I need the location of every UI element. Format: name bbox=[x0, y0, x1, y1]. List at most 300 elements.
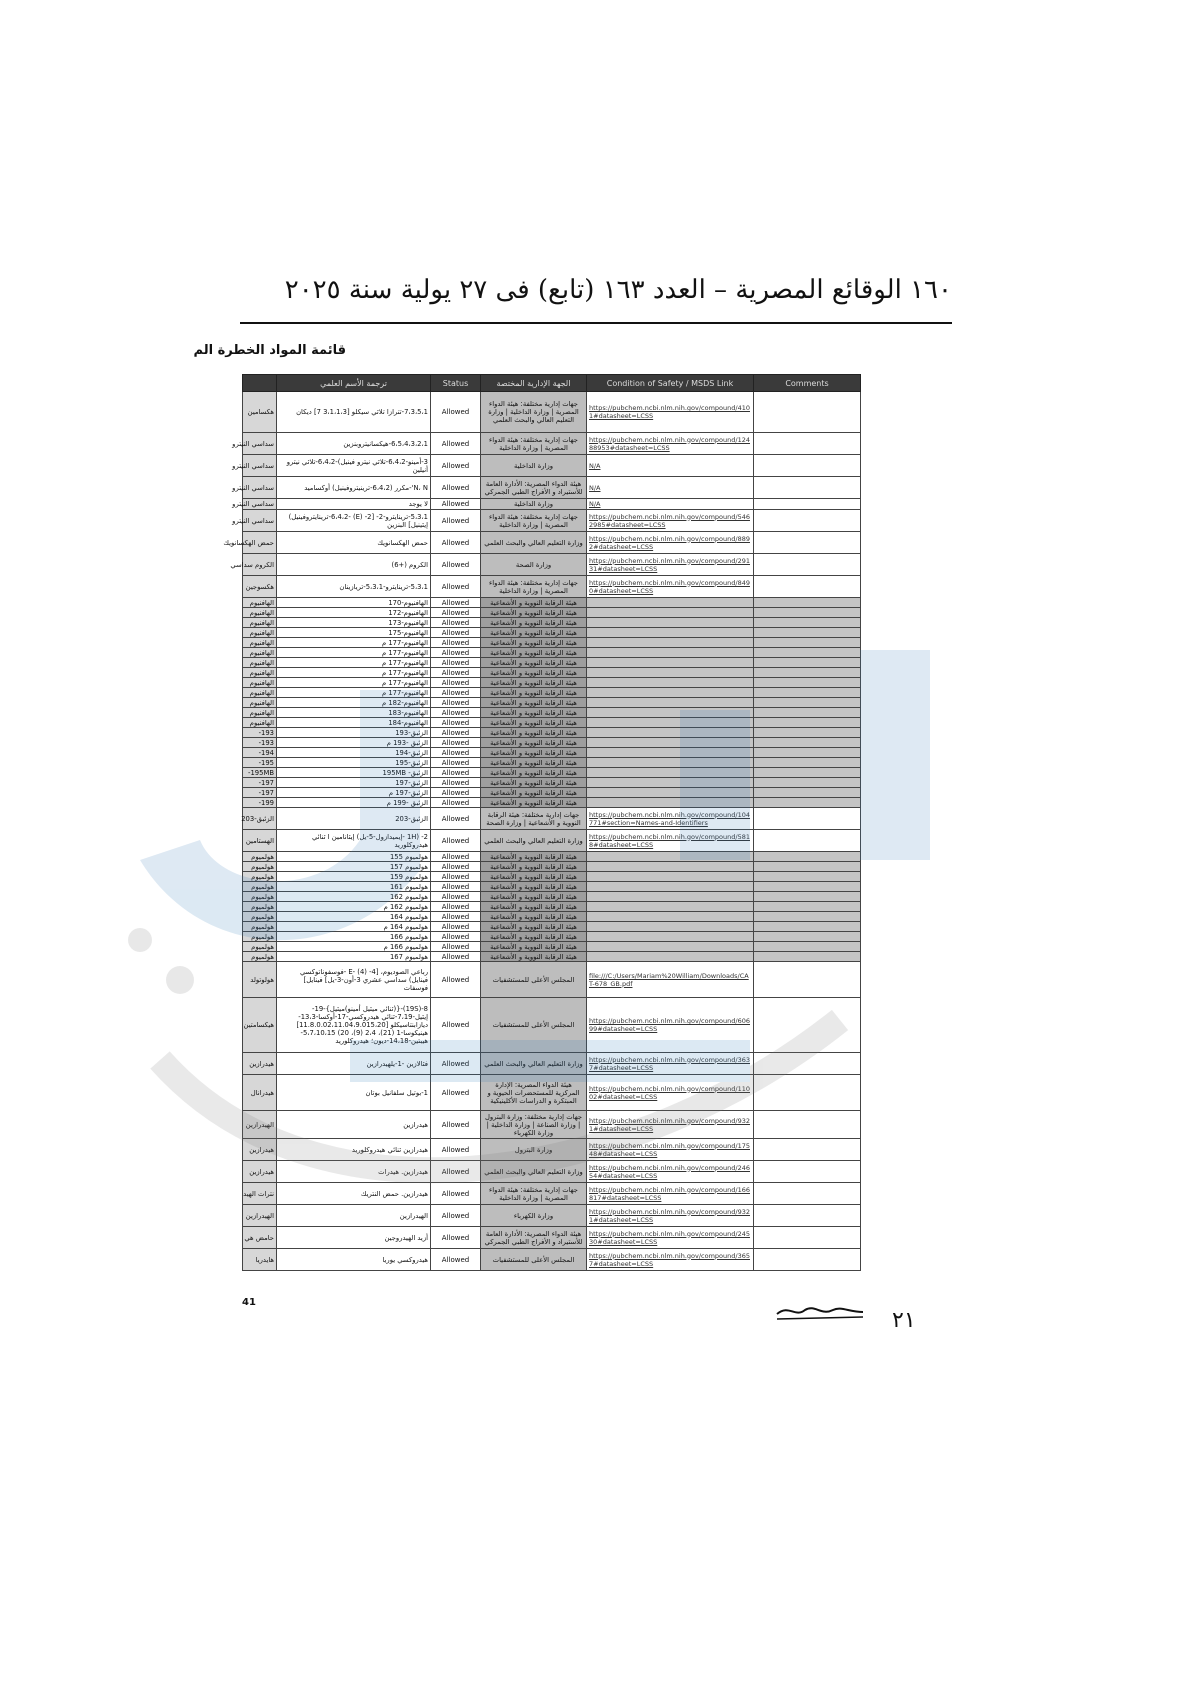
cell-comments bbox=[754, 1249, 861, 1271]
cell-name-cut: هيدرازين bbox=[243, 1161, 277, 1183]
table-row bbox=[243, 902, 861, 912]
cell-name-cut: سداسي النيترو bbox=[243, 455, 277, 477]
cell-comments bbox=[754, 768, 861, 778]
cell-name-cut: هولميوم bbox=[243, 932, 277, 942]
cell-comments bbox=[754, 922, 861, 932]
cell-comments bbox=[754, 718, 861, 728]
cell-authority: وزارة البترول bbox=[481, 1139, 587, 1161]
table-row bbox=[243, 576, 861, 598]
cell-condition-link[interactable]: https://pubchem.ncbi.nlm.nih.gov/compound/24654#datasheet=LCSS bbox=[587, 1161, 754, 1183]
cell-authority: هيئة الدواء المصرية: الإدارة المركزية للمستحضرات الحيوية و المبتكرة و الدراسات الأكلينيكية bbox=[481, 1075, 587, 1111]
cell-comments bbox=[754, 902, 861, 912]
cell-status: Allowed bbox=[431, 952, 481, 962]
cell-comments bbox=[754, 477, 861, 499]
table-row bbox=[243, 808, 861, 830]
cell-condition-link bbox=[587, 628, 754, 638]
table-row bbox=[243, 738, 861, 748]
cell-condition-link: N/A bbox=[587, 477, 754, 499]
cell-translation: 2- (1H -إيميدازول-5-يل) إيثانامين ا ثنائي هيدروكلوريد bbox=[277, 830, 431, 852]
cell-condition-link bbox=[587, 638, 754, 648]
cell-name-cut: الكروم سداسي bbox=[243, 554, 277, 576]
cell-status: Allowed bbox=[431, 1075, 481, 1111]
cell-translation: رباعي الصوديوم، [4- (4) -E -فوسفوناتوكسي فينايل) سداسي عشري 3-أون-3-يل] فينايل] فوسفات bbox=[277, 962, 431, 998]
cell-name-cut: هولميوم bbox=[243, 912, 277, 922]
cell-translation: هولميوم 162 م bbox=[277, 902, 431, 912]
cell-comments bbox=[754, 678, 861, 688]
cell-status: Allowed bbox=[431, 658, 481, 668]
table-row bbox=[243, 788, 861, 798]
cell-comments bbox=[754, 892, 861, 902]
cell-authority: هيئة الرقابة النووية و الأشعاعية bbox=[481, 882, 587, 892]
cell-name-cut: الهافنيوم bbox=[243, 608, 277, 618]
cell-status: Allowed bbox=[431, 748, 481, 758]
cell-translation: حمض الهكسانويك bbox=[277, 532, 431, 554]
cell-translation: هولميوم 166 م bbox=[277, 942, 431, 952]
cell-authority: هيئة الرقابة النووية و الأشعاعية bbox=[481, 628, 587, 638]
handwritten-page-number: ٢١ bbox=[892, 1308, 916, 1333]
cell-condition-link bbox=[587, 698, 754, 708]
cell-comments bbox=[754, 862, 861, 872]
cell-name-cut: الهافنيوم bbox=[243, 598, 277, 608]
cell-condition-link bbox=[587, 872, 754, 882]
cell-comments bbox=[754, 952, 861, 962]
cell-authority: هيئة الرقابة النووية و الأشعاعية bbox=[481, 912, 587, 922]
cell-name-cut: سداسي النيترو bbox=[243, 499, 277, 510]
header-rule bbox=[240, 322, 952, 324]
table-row bbox=[243, 532, 861, 554]
cell-translation: هولميوم 161 bbox=[277, 882, 431, 892]
cell-translation: هولميوم 157 bbox=[277, 862, 431, 872]
cell-condition-link[interactable]: https://pubchem.ncbi.nlm.nih.gov/compound/9321#datasheet=LCSS bbox=[587, 1205, 754, 1227]
cell-translation: الزئبق-195 bbox=[277, 758, 431, 768]
cell-condition-link bbox=[587, 648, 754, 658]
cell-status: Allowed bbox=[431, 852, 481, 862]
cell-comments bbox=[754, 668, 861, 678]
cell-authority: هيئة الرقابة النووية و الأشعاعية bbox=[481, 668, 587, 678]
cell-translation: الهافنيوم-184 bbox=[277, 718, 431, 728]
table-row bbox=[243, 758, 861, 768]
cell-status: Allowed bbox=[431, 477, 481, 499]
cell-comments bbox=[754, 738, 861, 748]
cell-status: Allowed bbox=[431, 798, 481, 808]
cell-condition-link bbox=[587, 942, 754, 952]
cell-comments bbox=[754, 658, 861, 668]
cell-comments bbox=[754, 1053, 861, 1075]
table-row bbox=[243, 688, 861, 698]
cell-condition-link bbox=[587, 882, 754, 892]
cell-status: Allowed bbox=[431, 576, 481, 598]
cell-translation: الهافنيوم-177 م bbox=[277, 688, 431, 698]
table-row bbox=[243, 922, 861, 932]
cell-status: Allowed bbox=[431, 1249, 481, 1271]
cell-translation: هيدرازين. هيدرات bbox=[277, 1161, 431, 1183]
table-row bbox=[243, 433, 861, 455]
cell-authority: جهات إدارية مختلفة: وزارة البترول | وزارة الصناعة | وزارة الداخلية | وزارة الكهرباء bbox=[481, 1111, 587, 1139]
table-row bbox=[243, 942, 861, 952]
cell-translation: هولميوم 164 bbox=[277, 912, 431, 922]
cell-translation: الهافنيوم-172 bbox=[277, 608, 431, 618]
table-row bbox=[243, 798, 861, 808]
cell-translation: الزئبق-194 bbox=[277, 748, 431, 758]
hazardous-materials-table bbox=[223, 374, 860, 1294]
cell-name-cut: هيدرازين bbox=[243, 1139, 277, 1161]
cell-comments bbox=[754, 758, 861, 768]
cell-authority: هيئة الدواء المصرية: الأدارة العامة للأستيراد و الأفراج الطبي الجمركي bbox=[481, 477, 587, 499]
cell-condition-link[interactable]: https://pubchem.ncbi.nlm.nih.gov/compound/104771#section=Names-and-Identifiers bbox=[587, 808, 754, 830]
table-row bbox=[243, 698, 861, 708]
table-row bbox=[243, 718, 861, 728]
cell-name-cut: 199- bbox=[243, 798, 277, 808]
cell-comments bbox=[754, 962, 861, 998]
cell-status: Allowed bbox=[431, 942, 481, 952]
cell-name-cut: الهافنيوم bbox=[243, 718, 277, 728]
table-row bbox=[243, 499, 861, 510]
cell-comments bbox=[754, 433, 861, 455]
table-row bbox=[243, 708, 861, 718]
cell-status: Allowed bbox=[431, 932, 481, 942]
cell-status: Allowed bbox=[431, 433, 481, 455]
cell-name-cut: هيدرازين bbox=[243, 1053, 277, 1075]
cell-status: Allowed bbox=[431, 678, 481, 688]
cell-condition-link bbox=[587, 788, 754, 798]
cell-status: Allowed bbox=[431, 510, 481, 532]
table-row bbox=[243, 778, 861, 788]
cell-authority: هيئة الرقابة النووية و الأشعاعية bbox=[481, 902, 587, 912]
cell-authority: المجلس الأعلى للمستشفيات bbox=[481, 998, 587, 1053]
cell-authority: هيئة الرقابة النووية و الأشعاعية bbox=[481, 942, 587, 952]
cell-comments bbox=[754, 455, 861, 477]
cell-status: Allowed bbox=[431, 758, 481, 768]
table-row bbox=[243, 658, 861, 668]
cell-name-cut: هيدرانال bbox=[243, 1075, 277, 1111]
cell-comments bbox=[754, 798, 861, 808]
cell-translation: هولميوم 162 bbox=[277, 892, 431, 902]
cell-status: Allowed bbox=[431, 830, 481, 852]
cell-condition-link[interactable]: https://pubchem.ncbi.nlm.nih.gov/compound/29131#datasheet=LCSS bbox=[587, 554, 754, 576]
cell-translation: الهافنيوم-177 م bbox=[277, 668, 431, 678]
cell-name-cut: هكسامين bbox=[243, 392, 277, 433]
cell-condition-link bbox=[587, 668, 754, 678]
cell-translation: الهافنيوم-177 م bbox=[277, 678, 431, 688]
cell-name-cut: هولوتولد bbox=[243, 962, 277, 998]
table-row bbox=[243, 598, 861, 608]
table-row bbox=[243, 455, 861, 477]
cell-authority: هيئة الرقابة النووية و الأشعاعية bbox=[481, 658, 587, 668]
cell-name-cut: سداسي النيترو bbox=[243, 477, 277, 499]
cell-comments bbox=[754, 808, 861, 830]
cell-comments bbox=[754, 1205, 861, 1227]
table-row bbox=[243, 678, 861, 688]
cell-comments bbox=[754, 648, 861, 658]
cell-name-cut: هولميوم bbox=[243, 872, 277, 882]
cell-comments bbox=[754, 872, 861, 882]
table-row bbox=[243, 998, 861, 1053]
cell-name-cut: 193- bbox=[243, 738, 277, 748]
cell-translation: الزئبق -193 م bbox=[277, 738, 431, 748]
cell-authority: هيئة الرقابة النووية و الأشعاعية bbox=[481, 698, 587, 708]
cell-translation: هولميوم 167 bbox=[277, 952, 431, 962]
cell-name-cut: هيكسامتين bbox=[243, 998, 277, 1053]
cell-comments bbox=[754, 1161, 861, 1183]
table-row bbox=[243, 1227, 861, 1249]
cell-translation: الزئبق-193 bbox=[277, 728, 431, 738]
cell-name-cut: هولميوم bbox=[243, 882, 277, 892]
cell-name-cut: سداسي النيترو bbox=[243, 510, 277, 532]
cell-status: Allowed bbox=[431, 455, 481, 477]
cell-authority: هيئة الرقابة النووية و الأشعاعية bbox=[481, 678, 587, 688]
watermark-dot-1 bbox=[166, 966, 194, 994]
col-header-comments: Comments bbox=[754, 375, 861, 392]
cell-comments bbox=[754, 788, 861, 798]
cell-condition-link[interactable]: https://pubchem.ncbi.nlm.nih.gov/compound/8892#datasheet=LCSS bbox=[587, 532, 754, 554]
cell-condition-link[interactable]: https://pubchem.ncbi.nlm.nih.gov/compound/9321#datasheet=LCSS bbox=[587, 1111, 754, 1139]
cell-authority: وزارة التعليم العالي والبحث العلمي bbox=[481, 830, 587, 852]
cell-comments bbox=[754, 554, 861, 576]
col-header-name bbox=[243, 375, 277, 392]
cell-translation: أزيد الهيدروجين bbox=[277, 1227, 431, 1249]
cell-name-cut: 197- bbox=[243, 778, 277, 788]
cell-name-cut: الهافنيوم bbox=[243, 648, 277, 658]
cell-status: Allowed bbox=[431, 892, 481, 902]
cell-translation: هولميوم 159 bbox=[277, 872, 431, 882]
cell-translation: N، N'-مكرر (6،4،2-ترينيتروفينيل) أوكساميد bbox=[277, 477, 431, 499]
cell-comments bbox=[754, 532, 861, 554]
table-row bbox=[243, 952, 861, 962]
cell-condition-link[interactable]: https://pubchem.ncbi.nlm.nih.gov/compound/5462985#datasheet=LCSS bbox=[587, 510, 754, 532]
cell-translation: الزئبق-197 bbox=[277, 778, 431, 788]
cell-status: Allowed bbox=[431, 922, 481, 932]
cell-name-cut: نترات الهيد bbox=[243, 1183, 277, 1205]
cell-condition-link[interactable]: https://pubchem.ncbi.nlm.nih.gov/compound/8490#datasheet=LCSS bbox=[587, 576, 754, 598]
cell-condition-link: N/A bbox=[587, 455, 754, 477]
cell-authority: هيئة الرقابة النووية و الأشعاعية bbox=[481, 758, 587, 768]
cell-authority: جهات إدارية مختلفة: هيئة الدواء المصرية | وزارة الداخلية bbox=[481, 433, 587, 455]
cell-condition-link[interactable]: https://pubchem.ncbi.nlm.nih.gov/compound/17548#datasheet=LCSS bbox=[587, 1139, 754, 1161]
cell-authority: هيئة الرقابة النووية و الأشعاعية bbox=[481, 718, 587, 728]
cell-translation: الكروم (+6) bbox=[277, 554, 431, 576]
cell-comments bbox=[754, 1183, 861, 1205]
cell-name-cut: هايدريا bbox=[243, 1249, 277, 1271]
cell-status: Allowed bbox=[431, 688, 481, 698]
cell-authority: هيئة الرقابة النووية و الأشعاعية bbox=[481, 638, 587, 648]
cell-comments bbox=[754, 852, 861, 862]
cell-name-cut: الهافنيوم bbox=[243, 688, 277, 698]
cell-translation: هيدرازين. حمض النتريك bbox=[277, 1183, 431, 1205]
cell-translation: فثالازين -1-يلهيدرازين bbox=[277, 1053, 431, 1075]
cell-status: Allowed bbox=[431, 698, 481, 708]
cell-condition-link bbox=[587, 852, 754, 862]
cell-translation: الهافنيوم-175 bbox=[277, 628, 431, 638]
cell-comments bbox=[754, 998, 861, 1053]
cell-name-cut: هولميوم bbox=[243, 902, 277, 912]
cell-name-cut: الهافنيوم bbox=[243, 628, 277, 638]
cell-condition-link[interactable]: https://pubchem.ncbi.nlm.nih.gov/compound/166817#datasheet=LCSS bbox=[587, 1183, 754, 1205]
cell-translation: الهافنيوم-177 م bbox=[277, 648, 431, 658]
cell-comments bbox=[754, 618, 861, 628]
cell-name-cut: هولميوم bbox=[243, 892, 277, 902]
cell-authority: هيئة الرقابة النووية و الأشعاعية bbox=[481, 618, 587, 628]
cell-status: Allowed bbox=[431, 768, 481, 778]
cell-translation: الزئبق- 195MB bbox=[277, 768, 431, 778]
cell-authority: هيئة الرقابة النووية و الأشعاعية bbox=[481, 768, 587, 778]
cell-condition-link bbox=[587, 618, 754, 628]
cell-status: Allowed bbox=[431, 628, 481, 638]
cell-condition-link bbox=[587, 658, 754, 668]
table-row bbox=[243, 1075, 861, 1111]
cell-name-cut: سداسي النيترو bbox=[243, 433, 277, 455]
cell-authority: وزارة التعليم العالي والبحث العلمي bbox=[481, 1161, 587, 1183]
cell-status: Allowed bbox=[431, 1053, 481, 1075]
table-row bbox=[243, 1205, 861, 1227]
cell-condition-link[interactable]: https://pubchem.ncbi.nlm.nih.gov/compound/60699#datasheet=LCSS bbox=[587, 998, 754, 1053]
cell-status: Allowed bbox=[431, 668, 481, 678]
cell-condition-link[interactable]: https://pubchem.ncbi.nlm.nih.gov/compound/5818#datasheet=LCSS bbox=[587, 830, 754, 852]
cell-condition-link[interactable]: https://pubchem.ncbi.nlm.nih.gov/compound/4101#datasheet=LCSS bbox=[587, 392, 754, 433]
cell-comments bbox=[754, 499, 861, 510]
table-row bbox=[243, 638, 861, 648]
cell-translation: هيدرازين ثنائي هيدروكلوريد bbox=[277, 1139, 431, 1161]
cell-comments bbox=[754, 598, 861, 608]
cell-name-cut: الهافنيوم bbox=[243, 678, 277, 688]
table-row bbox=[243, 628, 861, 638]
footer-code: 41 bbox=[242, 1297, 256, 1308]
table-row bbox=[243, 477, 861, 499]
cell-status: Allowed bbox=[431, 1139, 481, 1161]
materials-table bbox=[223, 374, 861, 1271]
cell-status: Allowed bbox=[431, 618, 481, 628]
cell-authority: وزارة الداخلية bbox=[481, 499, 587, 510]
cell-name-cut: 193- bbox=[243, 728, 277, 738]
table-row bbox=[243, 1183, 861, 1205]
cell-translation: هولميوم 166 bbox=[277, 932, 431, 942]
table-row bbox=[243, 912, 861, 922]
cell-comments bbox=[754, 942, 861, 952]
cell-translation: الهافنيوم-182 م bbox=[277, 698, 431, 708]
cell-authority: هيئة الرقابة النووية و الأشعاعية bbox=[481, 872, 587, 882]
cell-translation: 3-أمينو-6،4،2-تلاثي نيترو فينيل)-6،4،2-تلاثي نيترو أنيلين bbox=[277, 455, 431, 477]
cell-name-cut: الزئبق-203 bbox=[243, 808, 277, 830]
cell-condition-link[interactable]: https://pubchem.ncbi.nlm.nih.gov/compound/11002#datasheet=LCSS bbox=[587, 1075, 754, 1111]
table-row bbox=[243, 608, 861, 618]
watermark-bar-1 bbox=[860, 650, 930, 860]
cell-translation: هيدروكسي يوريا bbox=[277, 1249, 431, 1271]
cell-translation: 5،3،1-ترينايترو-2- [2- (E) -6،4،2-ترينايتروفينيل) إيثينيل] البنزين bbox=[277, 510, 431, 532]
cell-authority: هيئة الرقابة النووية و الأشعاعية bbox=[481, 598, 587, 608]
cell-name-cut: الهافنيوم bbox=[243, 708, 277, 718]
cell-translation: الهيدرازين bbox=[277, 1205, 431, 1227]
col-header-authority: الجهة الإدارية المختصة bbox=[481, 375, 587, 392]
cell-authority: هيئة الرقابة النووية و الأشعاعية bbox=[481, 932, 587, 942]
cell-status: Allowed bbox=[431, 778, 481, 788]
gazette-header: ١٦٠ الوقائع المصرية – العدد ١٦٣ (تابع) فى ٢٧ يولية سنة ٢٠٢٥ bbox=[284, 275, 952, 305]
cell-authority: هيئة الدواء المصرية: الأدارة العامة للأستيراد و الأفراج الطبي الجمركي bbox=[481, 1227, 587, 1249]
cell-translation: الزئبق-203 bbox=[277, 808, 431, 830]
cell-condition-link[interactable]: https://pubchem.ncbi.nlm.nih.gov/compound/3657#datasheet=LCSS bbox=[587, 1249, 754, 1271]
table-row bbox=[243, 1249, 861, 1271]
cell-authority: هيئة الرقابة النووية و الأشعاعية bbox=[481, 708, 587, 718]
cell-translation: الزئبق -199 م bbox=[277, 798, 431, 808]
cell-condition-link[interactable]: https://pubchem.ncbi.nlm.nih.gov/compound/24530#datasheet=LCSS bbox=[587, 1227, 754, 1249]
cell-status: Allowed bbox=[431, 872, 481, 882]
table-row bbox=[243, 1161, 861, 1183]
cell-condition-link bbox=[587, 598, 754, 608]
cell-name-cut: الهافنيوم bbox=[243, 668, 277, 678]
cell-condition-link bbox=[587, 912, 754, 922]
cell-name-cut: الهافنيوم bbox=[243, 638, 277, 648]
cell-authority: هيئة الرقابة النووية و الأشعاعية bbox=[481, 738, 587, 748]
table-body bbox=[223, 392, 861, 1271]
cell-status: Allowed bbox=[431, 532, 481, 554]
cell-name-cut: هولميوم bbox=[243, 922, 277, 932]
cell-condition-link[interactable]: https://pubchem.ncbi.nlm.nih.gov/compound/12488953#datasheet=LCSS bbox=[587, 433, 754, 455]
table-row bbox=[243, 882, 861, 892]
cell-condition-link bbox=[587, 748, 754, 758]
cell-authority: هيئة الرقابة النووية و الأشعاعية bbox=[481, 648, 587, 658]
cell-authority: جهات إدارية مختلفة: هيئة الدواء المصرية | وزارة الداخلية bbox=[481, 1183, 587, 1205]
cell-status: Allowed bbox=[431, 499, 481, 510]
cell-status: Allowed bbox=[431, 912, 481, 922]
table-row bbox=[243, 554, 861, 576]
cell-comments bbox=[754, 1075, 861, 1111]
cell-translation: 7،3،5،1-تترازا تلاثي سيكلو [3،1،1،3 7] ديكان bbox=[277, 392, 431, 433]
cell-authority: هيئة الرقابة النووية و الأشعاعية bbox=[481, 952, 587, 962]
list-title: قائمة المواد الخطرة الم bbox=[193, 343, 346, 358]
cell-name-cut: الهافنيوم bbox=[243, 698, 277, 708]
cell-comments bbox=[754, 628, 861, 638]
cell-condition-link bbox=[587, 608, 754, 618]
cell-authority: هيئة الرقابة النووية و الأشعاعية bbox=[481, 862, 587, 872]
cell-translation: الهافنيوم-170 bbox=[277, 598, 431, 608]
cell-condition-link bbox=[587, 952, 754, 962]
cell-condition-link bbox=[587, 778, 754, 788]
table-row bbox=[243, 648, 861, 658]
table-header-row bbox=[243, 375, 861, 392]
cell-status: Allowed bbox=[431, 808, 481, 830]
cell-translation: 8-(19S)-{(ثنائي ميثيل أمينو)ميثيل}-19-إيثيل-7،19-ثنائي هيدروكسي-17-أوكسا-13،3-ديازابنتاسيكلو [11.8.0.02،11.04،9.015،20] هينيكوسا-1 (21)، 2،4 (9)، 20) 5،7،10،15-هيبتين-14،18-ديون؛ هيدروكلوريد bbox=[277, 998, 431, 1053]
table-row bbox=[243, 748, 861, 758]
cell-authority: المجلس الأعلى للمستشفيات bbox=[481, 1249, 587, 1271]
cell-comments bbox=[754, 608, 861, 618]
cell-authority: هيئة الرقابة النووية و الأشعاعية bbox=[481, 798, 587, 808]
cell-status: Allowed bbox=[431, 392, 481, 433]
cell-status: Allowed bbox=[431, 718, 481, 728]
cell-status: Allowed bbox=[431, 1227, 481, 1249]
cell-condition-link bbox=[587, 862, 754, 872]
cell-status: Allowed bbox=[431, 962, 481, 998]
cell-comments bbox=[754, 830, 861, 852]
cell-translation: 1-بوتيل سلفانيل بوتان bbox=[277, 1075, 431, 1111]
table-row bbox=[243, 852, 861, 862]
cell-condition-link[interactable]: https://pubchem.ncbi.nlm.nih.gov/compound/3637#datasheet=LCSS bbox=[587, 1053, 754, 1075]
table-row bbox=[243, 892, 861, 902]
cell-name-cut: الهافنيوم bbox=[243, 618, 277, 628]
table-row bbox=[243, 768, 861, 778]
cell-condition-link[interactable]: file:///C:/Users/Mariam%20William/Downloads/CAT-678_GB.pdf bbox=[587, 962, 754, 998]
cell-comments bbox=[754, 510, 861, 532]
cell-authority: هيئة الرقابة النووية و الأشعاعية bbox=[481, 608, 587, 618]
cell-comments bbox=[754, 1227, 861, 1249]
cell-status: Allowed bbox=[431, 738, 481, 748]
cell-translation: الهافنيوم-177 م bbox=[277, 638, 431, 648]
cell-status: Allowed bbox=[431, 902, 481, 912]
cell-comments bbox=[754, 728, 861, 738]
cell-name-cut: هولميوم bbox=[243, 942, 277, 952]
cell-condition-link bbox=[587, 798, 754, 808]
table-row bbox=[243, 1111, 861, 1139]
cell-authority: هيئة الرقابة النووية و الأشعاعية bbox=[481, 852, 587, 862]
cell-translation: الزئبق-197 م bbox=[277, 788, 431, 798]
cell-comments bbox=[754, 688, 861, 698]
